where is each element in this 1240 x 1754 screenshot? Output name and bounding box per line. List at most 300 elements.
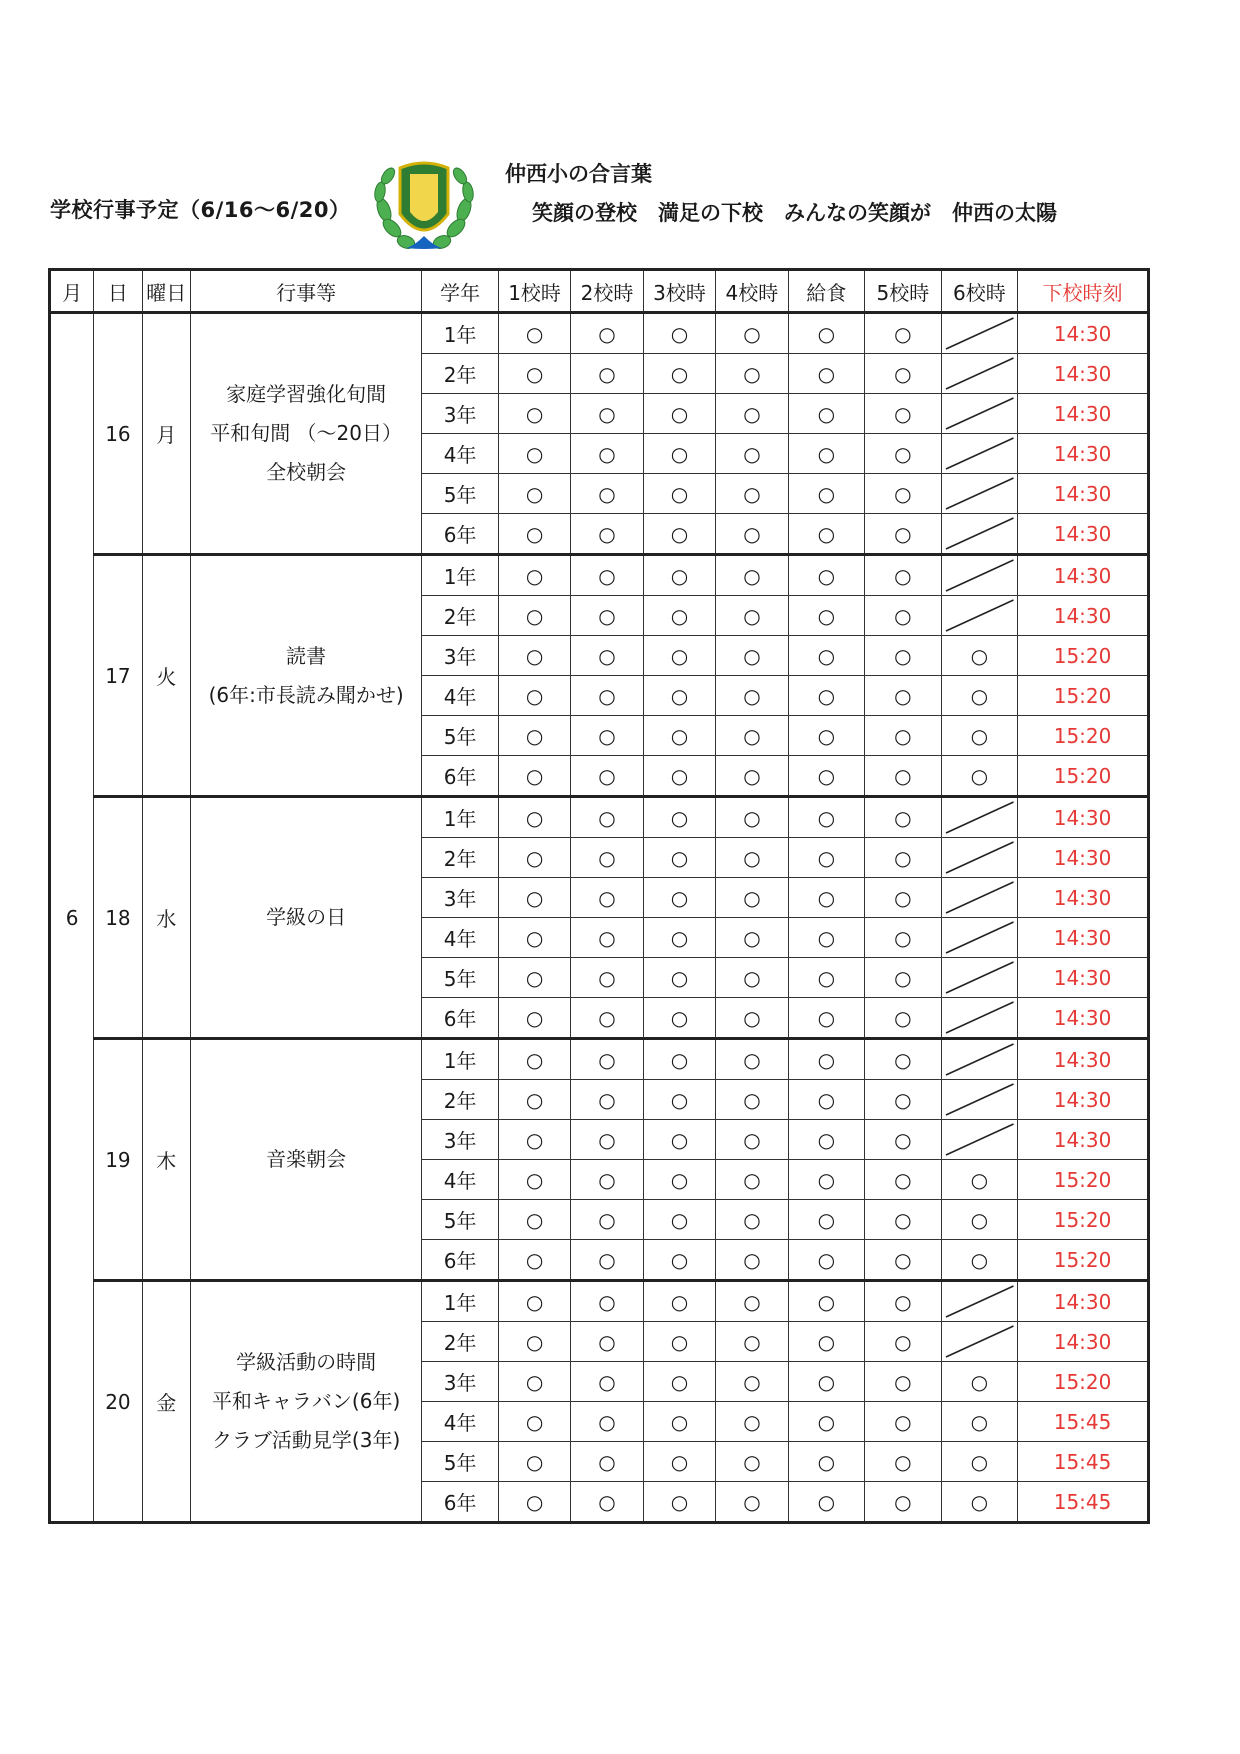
class-mark-cell: ○	[498, 1039, 570, 1080]
grade-cell: 5年	[422, 716, 498, 756]
column-header-dismissal: 下校時刻	[1018, 270, 1149, 313]
class-mark-cell: ○	[788, 1120, 864, 1160]
no-class-cell	[941, 958, 1017, 998]
class-mark-cell: ○	[643, 918, 715, 958]
no-class-cell	[941, 555, 1017, 596]
no-class-cell	[941, 474, 1017, 514]
class-mark-cell: ○	[788, 1240, 864, 1281]
class-mark-cell: ○	[498, 958, 570, 998]
class-mark-cell: ○	[571, 1482, 643, 1523]
diagonal-slash-icon	[942, 1080, 1017, 1119]
event-text: 家庭学習強化旬間	[226, 382, 387, 406]
class-mark-cell: ○	[788, 797, 864, 838]
class-mark-cell: ○	[716, 797, 788, 838]
no-class-cell	[941, 998, 1017, 1039]
class-mark-cell: ○	[865, 1080, 941, 1120]
class-mark-cell: ○	[788, 756, 864, 797]
class-mark-cell: ○	[716, 434, 788, 474]
column-header-lunch: 給食	[788, 270, 864, 313]
event-text: 学級の日	[266, 905, 347, 929]
class-mark-cell: ○	[643, 434, 715, 474]
class-mark-cell: ○	[643, 998, 715, 1039]
column-header-period-4: 4校時	[716, 270, 788, 313]
grade-cell: 3年	[422, 878, 498, 918]
class-mark-cell: ○	[865, 354, 941, 394]
class-mark-cell: ○	[571, 1322, 643, 1362]
class-mark-cell: ○	[941, 636, 1017, 676]
dismissal-time-cell: 14:30	[1018, 998, 1149, 1039]
class-mark-cell: ○	[865, 716, 941, 756]
column-header-day: 日	[94, 270, 142, 313]
class-mark-cell: ○	[571, 1080, 643, 1120]
class-mark-cell: ○	[498, 514, 570, 555]
class-mark-cell: ○	[788, 434, 864, 474]
class-mark-cell: ○	[788, 998, 864, 1039]
grade-cell: 4年	[422, 434, 498, 474]
dismissal-time-cell: 14:30	[1018, 958, 1149, 998]
event-text: 学級活動の時間	[236, 1350, 377, 1374]
grade-cell: 3年	[422, 636, 498, 676]
class-mark-cell: ○	[498, 1281, 570, 1322]
class-mark-cell: ○	[865, 958, 941, 998]
dismissal-time-cell: 15:45	[1018, 1402, 1149, 1442]
class-mark-cell: ○	[865, 838, 941, 878]
class-mark-cell: ○	[788, 958, 864, 998]
column-header-period-1: 1校時	[498, 270, 570, 313]
class-mark-cell: ○	[571, 878, 643, 918]
class-mark-cell: ○	[498, 354, 570, 394]
no-class-cell	[941, 313, 1017, 354]
day-cell: 17	[94, 555, 142, 797]
grade-cell: 4年	[422, 676, 498, 716]
class-mark-cell: ○	[788, 838, 864, 878]
class-mark-cell: ○	[788, 636, 864, 676]
class-mark-cell: ○	[788, 1160, 864, 1200]
class-mark-cell: ○	[498, 1240, 570, 1281]
class-mark-cell: ○	[716, 878, 788, 918]
class-mark-cell: ○	[643, 313, 715, 354]
no-class-cell	[941, 878, 1017, 918]
class-mark-cell: ○	[498, 636, 570, 676]
class-mark-cell: ○	[865, 1240, 941, 1281]
class-mark-cell: ○	[498, 1080, 570, 1120]
class-mark-cell: ○	[571, 716, 643, 756]
class-mark-cell: ○	[571, 1362, 643, 1402]
class-mark-cell: ○	[498, 474, 570, 514]
class-mark-cell: ○	[716, 596, 788, 636]
class-mark-cell: ○	[788, 354, 864, 394]
class-mark-cell: ○	[498, 676, 570, 716]
no-class-cell	[941, 1120, 1017, 1160]
class-mark-cell: ○	[643, 797, 715, 838]
day-cell: 19	[94, 1039, 142, 1281]
class-mark-cell: ○	[643, 1362, 715, 1402]
grade-cell: 5年	[422, 958, 498, 998]
class-mark-cell: ○	[571, 1240, 643, 1281]
class-mark-cell: ○	[788, 1281, 864, 1322]
class-mark-cell: ○	[571, 434, 643, 474]
class-mark-cell: ○	[571, 555, 643, 596]
weekday-cell: 水	[142, 797, 190, 1039]
table-header-row	[50, 270, 1149, 313]
no-class-cell	[941, 354, 1017, 394]
dismissal-time-cell: 14:30	[1018, 918, 1149, 958]
no-class-cell	[941, 838, 1017, 878]
column-header-period-2: 2校時	[571, 270, 643, 313]
class-mark-cell: ○	[716, 918, 788, 958]
class-mark-cell: ○	[498, 1120, 570, 1160]
dismissal-time-cell: 14:30	[1018, 354, 1149, 394]
dismissal-time-cell: 14:30	[1018, 313, 1149, 354]
dismissal-time-cell: 14:30	[1018, 838, 1149, 878]
class-mark-cell: ○	[716, 1281, 788, 1322]
grade-cell: 1年	[422, 1281, 498, 1322]
event-text: 平和キャラバン(6年)	[211, 1389, 401, 1413]
class-mark-cell: ○	[571, 1442, 643, 1482]
weekday-cell: 金	[142, 1281, 190, 1523]
class-mark-cell: ○	[716, 1160, 788, 1200]
class-mark-cell: ○	[788, 918, 864, 958]
class-mark-cell: ○	[643, 1080, 715, 1120]
class-mark-cell: ○	[498, 596, 570, 636]
class-mark-cell: ○	[643, 1322, 715, 1362]
class-mark-cell: ○	[865, 1160, 941, 1200]
class-mark-cell: ○	[865, 998, 941, 1039]
dismissal-time-cell: 14:30	[1018, 596, 1149, 636]
no-class-cell	[941, 1281, 1017, 1322]
class-mark-cell: ○	[643, 958, 715, 998]
dismissal-time-cell: 15:45	[1018, 1482, 1149, 1523]
weekday-cell: 木	[142, 1039, 190, 1281]
class-mark-cell: ○	[716, 1362, 788, 1402]
class-mark-cell: ○	[643, 555, 715, 596]
class-mark-cell: ○	[865, 474, 941, 514]
diagonal-slash-icon	[942, 918, 1017, 957]
class-mark-cell: ○	[716, 1322, 788, 1362]
grade-cell: 1年	[422, 797, 498, 838]
class-mark-cell: ○	[643, 1482, 715, 1523]
class-mark-cell: ○	[865, 514, 941, 555]
dismissal-time-cell: 15:20	[1018, 636, 1149, 676]
dismissal-time-cell: 14:30	[1018, 474, 1149, 514]
class-mark-cell: ○	[498, 555, 570, 596]
class-mark-cell: ○	[788, 1442, 864, 1482]
class-mark-cell: ○	[865, 1442, 941, 1482]
class-mark-cell: ○	[498, 838, 570, 878]
class-mark-cell: ○	[571, 1160, 643, 1200]
class-mark-cell: ○	[865, 313, 941, 354]
class-mark-cell: ○	[498, 998, 570, 1039]
column-header-period-5: 5校時	[865, 270, 941, 313]
no-class-cell	[941, 514, 1017, 555]
no-class-cell	[941, 1039, 1017, 1080]
class-mark-cell: ○	[941, 1240, 1017, 1281]
table-row	[50, 1039, 1149, 1080]
dismissal-time-cell: 14:30	[1018, 1080, 1149, 1120]
class-mark-cell: ○	[865, 918, 941, 958]
class-mark-cell: ○	[788, 1362, 864, 1402]
class-mark-cell: ○	[716, 958, 788, 998]
diagonal-slash-icon	[942, 838, 1017, 877]
class-mark-cell: ○	[498, 434, 570, 474]
column-header-month: 月	[50, 270, 94, 313]
class-mark-cell: ○	[571, 514, 643, 555]
grade-cell: 6年	[422, 1240, 498, 1281]
class-mark-cell: ○	[941, 1482, 1017, 1523]
no-class-cell	[941, 918, 1017, 958]
dismissal-time-cell: 14:30	[1018, 1281, 1149, 1322]
class-mark-cell: ○	[571, 1039, 643, 1080]
events-cell	[190, 555, 421, 797]
class-mark-cell: ○	[498, 716, 570, 756]
day-cell: 18	[94, 797, 142, 1039]
class-mark-cell: ○	[716, 354, 788, 394]
class-mark-cell: ○	[498, 797, 570, 838]
class-mark-cell: ○	[571, 1402, 643, 1442]
weekday-cell: 月	[142, 313, 190, 555]
grade-cell: 2年	[422, 1322, 498, 1362]
diagonal-slash-icon	[942, 314, 1017, 353]
class-mark-cell: ○	[643, 716, 715, 756]
class-mark-cell: ○	[571, 958, 643, 998]
class-mark-cell: ○	[865, 878, 941, 918]
class-mark-cell: ○	[571, 838, 643, 878]
dismissal-time-cell: 15:20	[1018, 1240, 1149, 1281]
class-mark-cell: ○	[716, 636, 788, 676]
class-mark-cell: ○	[865, 1120, 941, 1160]
class-mark-cell: ○	[716, 1402, 788, 1442]
grade-cell: 1年	[422, 313, 498, 354]
class-mark-cell: ○	[865, 1482, 941, 1523]
schedule-body	[50, 313, 1149, 1523]
class-mark-cell: ○	[788, 474, 864, 514]
class-mark-cell: ○	[865, 756, 941, 797]
table-row	[50, 797, 1149, 838]
class-mark-cell: ○	[498, 1482, 570, 1523]
event-text: 平和旬間 （〜20日）	[210, 421, 403, 445]
class-mark-cell: ○	[716, 1080, 788, 1120]
dismissal-time-cell: 15:20	[1018, 1200, 1149, 1240]
class-mark-cell: ○	[941, 1200, 1017, 1240]
table-row	[50, 555, 1149, 596]
class-mark-cell: ○	[571, 676, 643, 716]
grade-cell: 2年	[422, 838, 498, 878]
diagonal-slash-icon	[942, 1120, 1017, 1159]
events-cell	[190, 797, 421, 1039]
class-mark-cell: ○	[571, 797, 643, 838]
class-mark-cell: ○	[571, 1281, 643, 1322]
class-mark-cell: ○	[643, 354, 715, 394]
events-cell	[190, 1039, 421, 1281]
dismissal-time-cell: 14:30	[1018, 797, 1149, 838]
motto-title: 仲西小の合言葉	[505, 162, 652, 186]
grade-cell: 4年	[422, 1402, 498, 1442]
class-mark-cell: ○	[571, 998, 643, 1039]
class-mark-cell: ○	[716, 1482, 788, 1523]
grade-cell: 1年	[422, 555, 498, 596]
diagonal-slash-icon	[942, 958, 1017, 997]
event-text: (6年:市長読み聞かせ)	[208, 682, 404, 707]
class-mark-cell: ○	[643, 1402, 715, 1442]
table-row	[50, 313, 1149, 354]
class-mark-cell: ○	[643, 676, 715, 716]
class-mark-cell: ○	[643, 1120, 715, 1160]
class-mark-cell: ○	[788, 1039, 864, 1080]
column-header-period-3: 3校時	[643, 270, 715, 313]
grade-cell: 5年	[422, 1200, 498, 1240]
page-title: 学校行事予定（6/16〜6/20）	[50, 198, 351, 222]
diagonal-slash-icon	[942, 354, 1017, 393]
class-mark-cell: ○	[498, 878, 570, 918]
dismissal-time-cell: 15:20	[1018, 1160, 1149, 1200]
dismissal-time-cell: 14:30	[1018, 394, 1149, 434]
event-text: クラブ活動見学(3年)	[211, 1428, 401, 1452]
class-mark-cell: ○	[643, 878, 715, 918]
class-mark-cell: ○	[716, 1200, 788, 1240]
grade-cell: 3年	[422, 1120, 498, 1160]
no-class-cell	[941, 596, 1017, 636]
class-mark-cell: ○	[788, 1080, 864, 1120]
no-class-cell	[941, 434, 1017, 474]
diagonal-slash-icon	[942, 998, 1017, 1037]
column-header-events: 行事等	[190, 270, 421, 313]
grade-cell: 4年	[422, 1160, 498, 1200]
class-mark-cell: ○	[788, 596, 864, 636]
grade-cell: 4年	[422, 918, 498, 958]
dismissal-time-cell: 14:30	[1018, 514, 1149, 555]
no-class-cell	[941, 1080, 1017, 1120]
class-mark-cell: ○	[716, 555, 788, 596]
class-mark-cell: ○	[643, 1240, 715, 1281]
class-mark-cell: ○	[941, 1362, 1017, 1402]
grade-cell: 2年	[422, 1080, 498, 1120]
class-mark-cell: ○	[941, 716, 1017, 756]
class-mark-cell: ○	[788, 1482, 864, 1523]
class-mark-cell: ○	[498, 756, 570, 797]
dismissal-time-cell: 14:30	[1018, 434, 1149, 474]
diagonal-slash-icon	[942, 1322, 1017, 1361]
diagonal-slash-icon	[942, 394, 1017, 433]
motto-text: 笑顔の登校 満足の下校 みんなの笑顔が 仲西の太陽	[532, 201, 1057, 225]
class-mark-cell: ○	[716, 756, 788, 797]
class-mark-cell: ○	[865, 1362, 941, 1402]
class-mark-cell: ○	[941, 1402, 1017, 1442]
class-mark-cell: ○	[716, 676, 788, 716]
class-mark-cell: ○	[498, 1402, 570, 1442]
class-mark-cell: ○	[498, 394, 570, 434]
dismissal-time-cell: 14:30	[1018, 1120, 1149, 1160]
class-mark-cell: ○	[788, 1402, 864, 1442]
table-row	[50, 1281, 1149, 1322]
class-mark-cell: ○	[571, 394, 643, 434]
class-mark-cell: ○	[716, 1039, 788, 1080]
class-mark-cell: ○	[865, 1281, 941, 1322]
dismissal-time-cell: 15:20	[1018, 716, 1149, 756]
diagonal-slash-icon	[942, 556, 1017, 595]
dismissal-time-cell: 14:30	[1018, 878, 1149, 918]
dismissal-time-cell: 15:20	[1018, 1362, 1149, 1402]
grade-cell: 3年	[422, 1362, 498, 1402]
class-mark-cell: ○	[865, 394, 941, 434]
grade-cell: 1年	[422, 1039, 498, 1080]
class-mark-cell: ○	[643, 596, 715, 636]
class-mark-cell: ○	[643, 514, 715, 555]
column-header-period-6: 6校時	[941, 270, 1017, 313]
class-mark-cell: ○	[571, 918, 643, 958]
diagonal-slash-icon	[942, 1040, 1017, 1079]
class-mark-cell: ○	[643, 838, 715, 878]
class-mark-cell: ○	[643, 474, 715, 514]
class-mark-cell: ○	[643, 1200, 715, 1240]
class-mark-cell: ○	[788, 878, 864, 918]
diagonal-slash-icon	[942, 474, 1017, 513]
class-mark-cell: ○	[788, 394, 864, 434]
diagonal-slash-icon	[942, 434, 1017, 473]
grade-cell: 6年	[422, 756, 498, 797]
class-mark-cell: ○	[788, 716, 864, 756]
class-mark-cell: ○	[498, 1200, 570, 1240]
day-cell: 16	[94, 313, 142, 555]
class-mark-cell: ○	[571, 636, 643, 676]
class-mark-cell: ○	[716, 998, 788, 1039]
events-cell	[190, 313, 421, 555]
event-text: 音楽朝会	[266, 1147, 347, 1171]
event-schedule-table	[48, 268, 1150, 1524]
dismissal-time-cell: 14:30	[1018, 555, 1149, 596]
class-mark-cell: ○	[788, 1200, 864, 1240]
day-cell: 20	[94, 1281, 142, 1523]
dismissal-time-cell: 15:20	[1018, 676, 1149, 716]
class-mark-cell: ○	[716, 474, 788, 514]
class-mark-cell: ○	[643, 636, 715, 676]
class-mark-cell: ○	[571, 474, 643, 514]
class-mark-cell: ○	[716, 1240, 788, 1281]
class-mark-cell: ○	[643, 394, 715, 434]
class-mark-cell: ○	[865, 1322, 941, 1362]
class-mark-cell: ○	[788, 1322, 864, 1362]
class-mark-cell: ○	[498, 1160, 570, 1200]
class-mark-cell: ○	[865, 1039, 941, 1080]
class-mark-cell: ○	[716, 838, 788, 878]
grade-cell: 5年	[422, 1442, 498, 1482]
class-mark-cell: ○	[571, 1200, 643, 1240]
no-class-cell	[941, 1322, 1017, 1362]
class-mark-cell: ○	[941, 676, 1017, 716]
event-text: 読書	[286, 643, 327, 668]
class-mark-cell: ○	[865, 1200, 941, 1240]
dismissal-time-cell: 14:30	[1018, 1322, 1149, 1362]
class-mark-cell: ○	[788, 514, 864, 555]
class-mark-cell: ○	[571, 596, 643, 636]
month-cell: 6	[50, 313, 94, 1523]
grade-cell: 2年	[422, 354, 498, 394]
diagonal-slash-icon	[942, 798, 1017, 837]
diagonal-slash-icon	[942, 878, 1017, 917]
weekday-cell: 火	[142, 555, 190, 797]
class-mark-cell: ○	[941, 1160, 1017, 1200]
grade-cell: 6年	[422, 1482, 498, 1523]
class-mark-cell: ○	[716, 313, 788, 354]
class-mark-cell: ○	[498, 1362, 570, 1402]
class-mark-cell: ○	[716, 394, 788, 434]
dismissal-time-cell: 15:20	[1018, 756, 1149, 797]
school-emblem-icon	[370, 150, 478, 258]
class-mark-cell: ○	[498, 918, 570, 958]
class-mark-cell: ○	[865, 636, 941, 676]
class-mark-cell: ○	[498, 313, 570, 354]
event-text: 全校朝会	[266, 460, 347, 484]
class-mark-cell: ○	[498, 1322, 570, 1362]
